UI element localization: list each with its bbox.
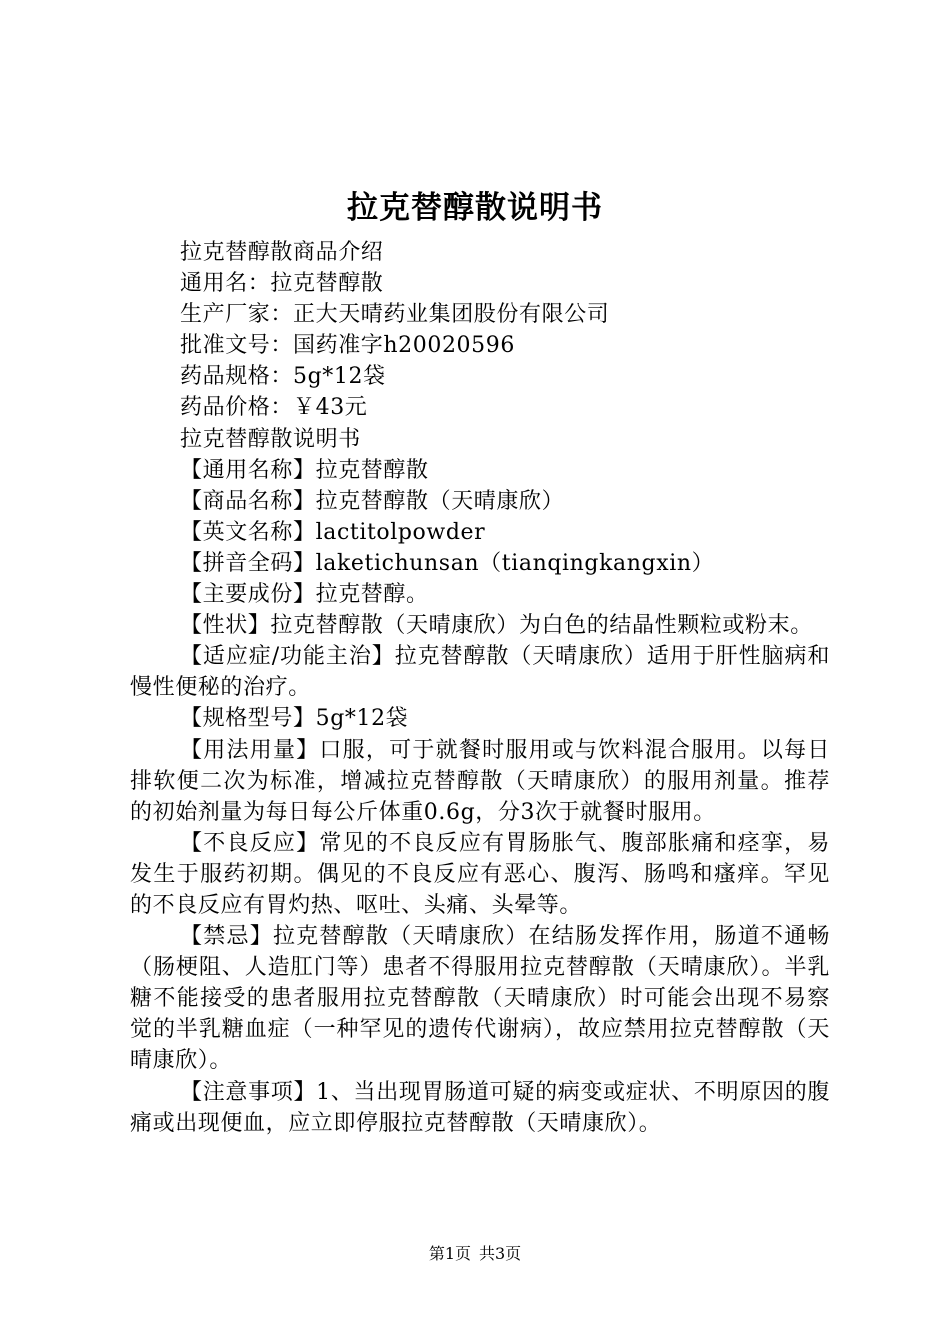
page-total: 共3页	[479, 1244, 522, 1263]
paragraph-price: 药品价格：￥43元	[180, 395, 368, 421]
page-number: 第1页	[428, 1244, 471, 1263]
paragraph-precautions: 【注意事项】1、当出现胃肠道可疑的病变或症状、不明原因的腹痛或出现便血，应立即停服拉克替醇散（天晴康欣）。	[130, 1079, 830, 1136]
paragraph-indications: 【适应症/功能主治】拉克替醇散（天晴康欣）适用于肝性脑病和慢性便秘的治疗。	[130, 644, 830, 701]
paragraph-manufacturer: 生产厂家：正大天晴药业集团股份有限公司	[180, 302, 610, 328]
paragraph-dosage: 【用法用量】口服，可于就餐时服用或与饮料混合服用。以每日排软便二次为标准，增减拉克替醇散（天晴康欣）的服用剂量。推荐的初始剂量为每日每公斤体重0.6g，分3次于就餐时服用。	[130, 737, 830, 825]
paragraph-specification: 药品规格：5g*12袋	[180, 364, 386, 390]
paragraph-approval-number: 批准文号：国药准字h20020596	[180, 333, 515, 359]
page-footer	[0, 1243, 950, 1265]
paragraph-english-name: 【英文名称】lactitolpowder	[180, 519, 486, 545]
paragraph-pinyin: 【拼音全码】laketichunsan（tianqingkangxin）	[180, 550, 715, 576]
paragraph-ingredients: 【主要成份】拉克替醇。	[180, 582, 429, 608]
paragraph-manual-heading: 拉克替醇散说明书	[180, 426, 361, 452]
document-title: 拉克替醇散说明书	[347, 190, 603, 226]
paragraph-common-name: 【通用名称】拉克替醇散	[180, 457, 429, 483]
paragraph-adverse-reactions: 【不良反应】常见的不良反应有胃肠胀气、腹部胀痛和痉挛，易发生于服药初期。偶见的不良反应有恶心、腹泻、肠鸣和瘙痒。罕见的不良反应有胃灼热、呕吐、头痛、头晕等。	[130, 830, 830, 918]
paragraph-generic-name: 通用名：拉克替醇散	[180, 271, 384, 297]
paragraph-intro-heading: 拉克替醇散商品介绍	[180, 240, 384, 265]
paragraph-trade-name: 【商品名称】拉克替醇散（天晴康欣）	[180, 488, 565, 514]
document-body	[130, 237, 830, 1139]
paragraph-contraindications: 【禁忌】拉克替醇散（天晴康欣）在结肠发挥作用，肠道不通畅（肠梗阻、人造肛门等）患者不得服用拉克替醇散（天晴康欣）。半乳糖不能接受的患者服用拉克替醇散（天晴康欣）时可能会出现不易察觉的半乳糖血症（一种罕见的遗传代谢病），故应禁用拉克替醇散（天晴康欣）。	[130, 924, 830, 1074]
paragraph-model: 【规格型号】5g*12袋	[180, 706, 409, 732]
paragraph-appearance: 【性状】拉克替醇散（天晴康欣）为白色的结晶性颗粒或粉末。	[180, 613, 813, 639]
